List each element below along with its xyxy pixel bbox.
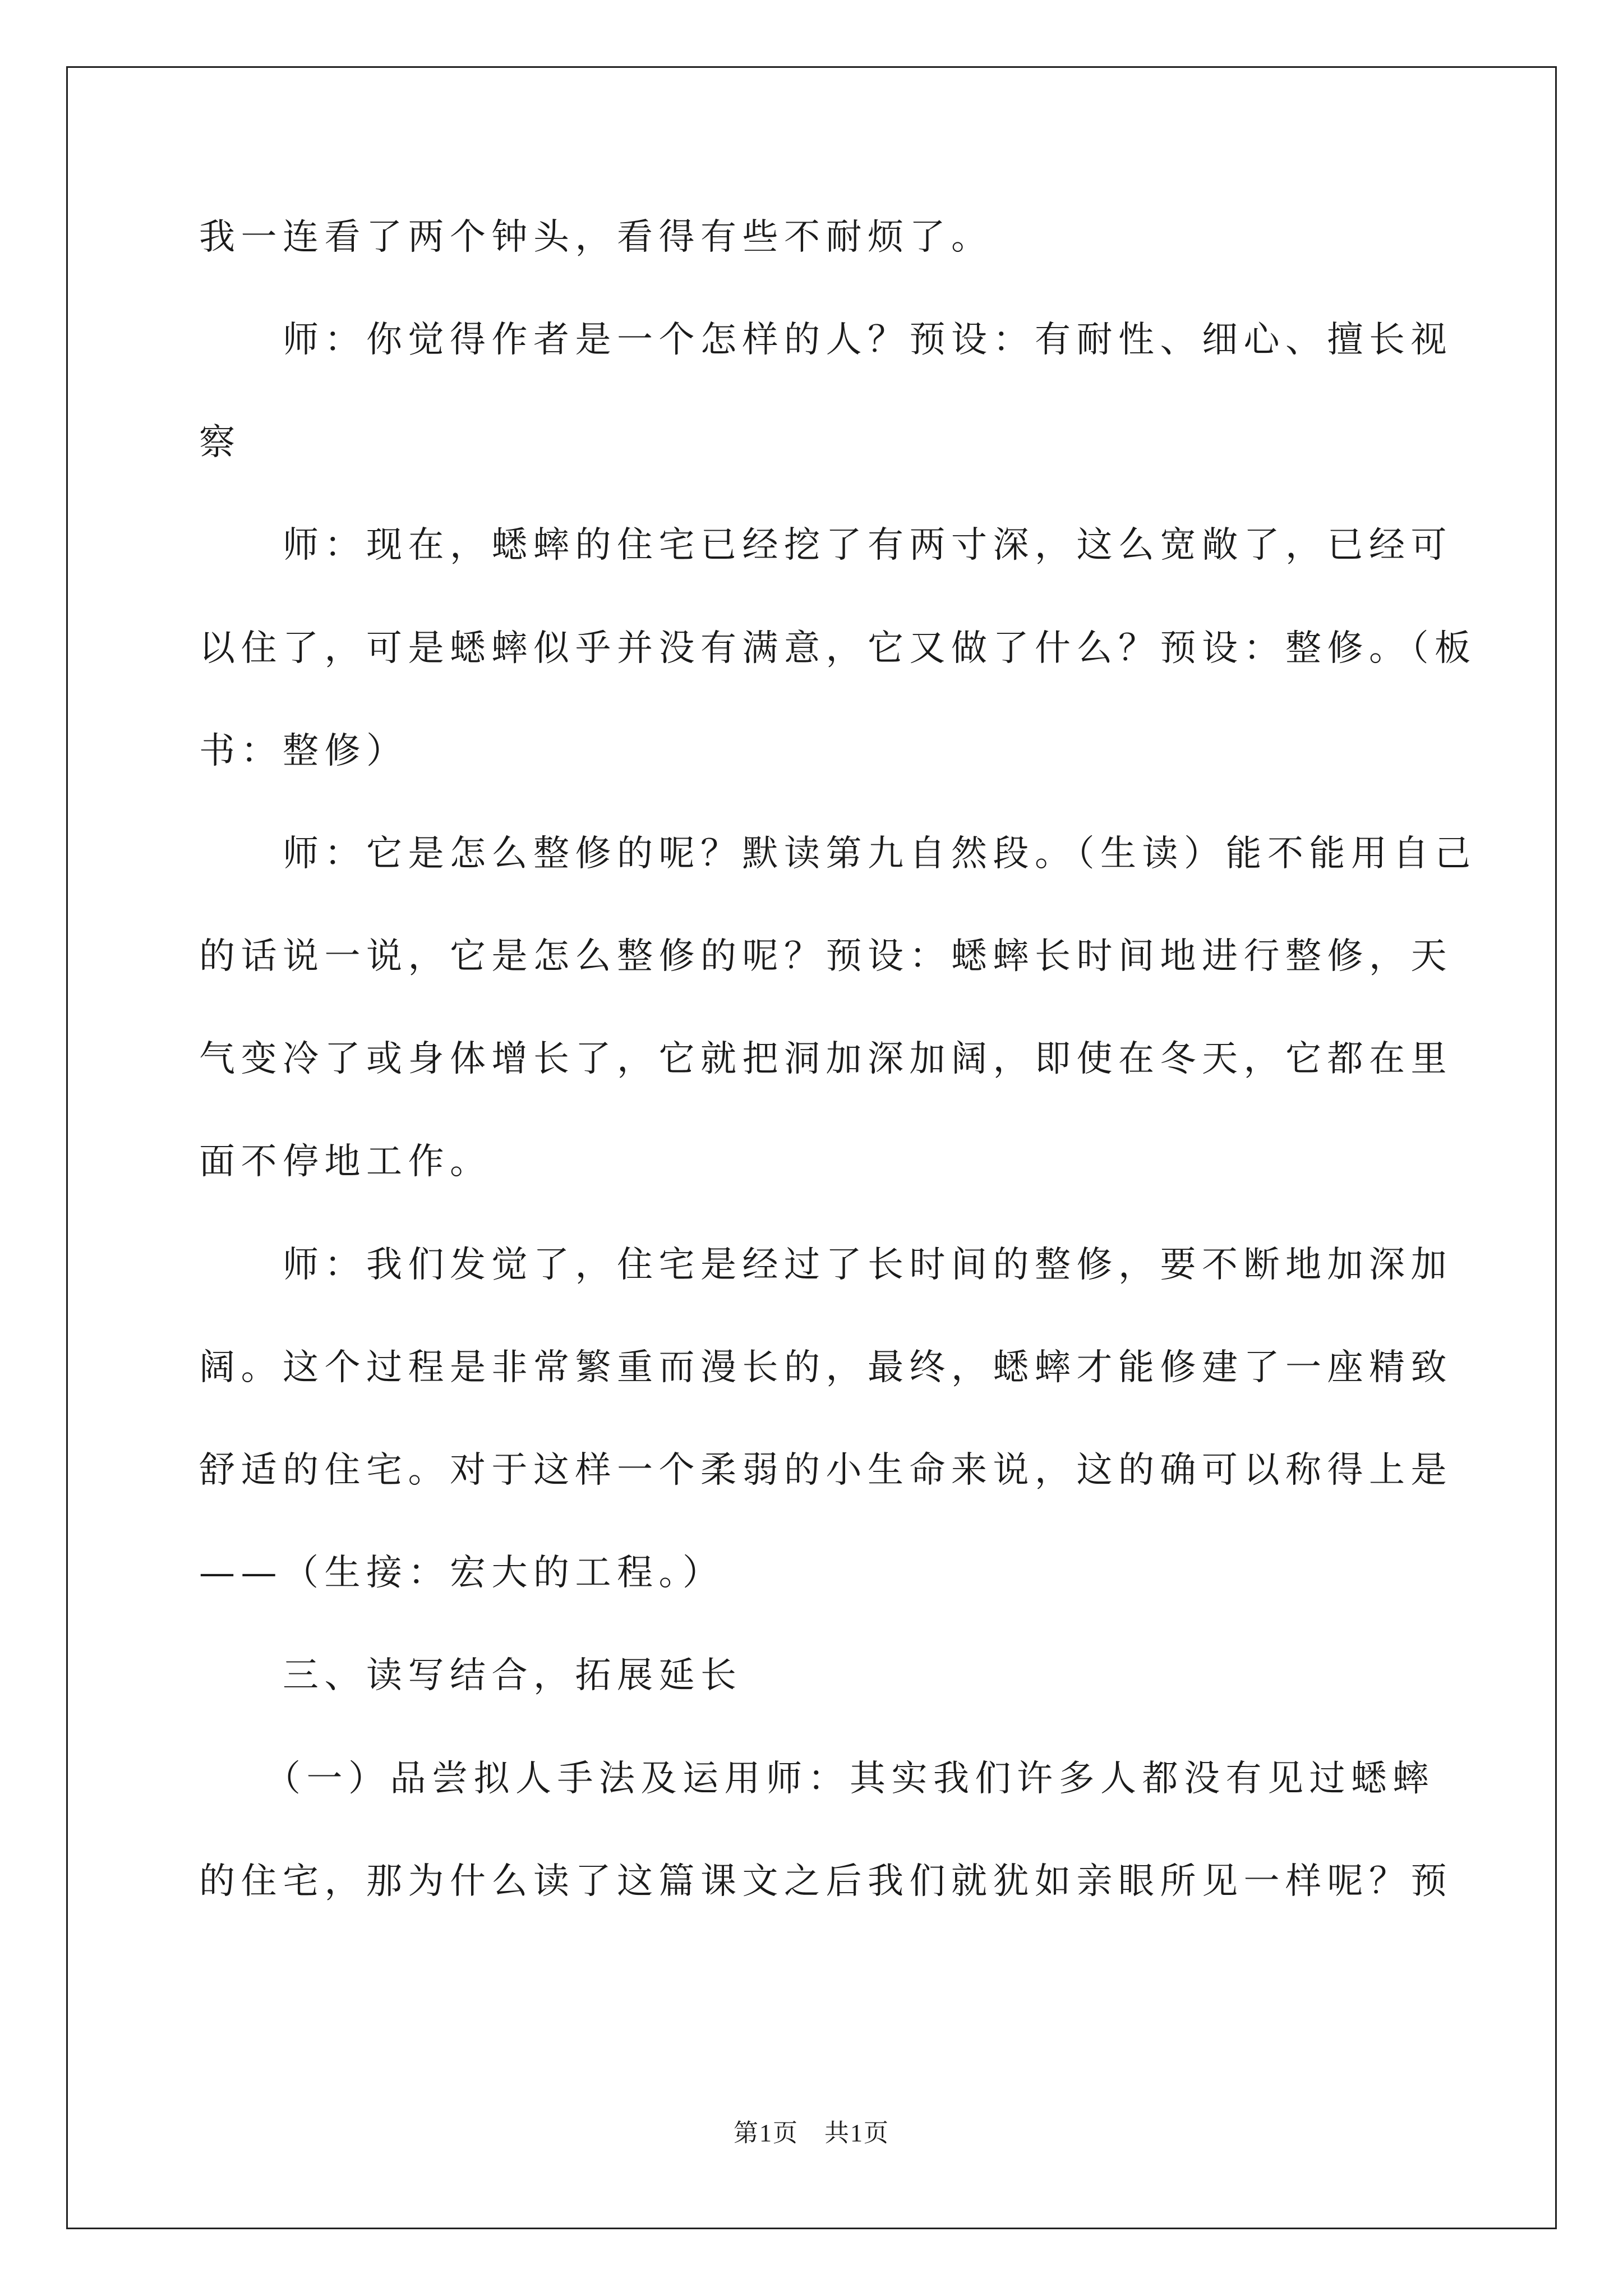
text-line: 三、读写结合，拓展延长 (199, 1655, 743, 1696)
text-line: 察 (199, 422, 241, 463)
text-line: 以住了，可是蟋蟀似乎并没有满意，它又做了什么？预设：整修。（板 (199, 628, 1477, 669)
text-line: 书：整修） (199, 730, 408, 772)
page-number-footer: 第1页 共1页 (734, 2119, 889, 2147)
text-line: ——（生接：宏大的工程。） (199, 1552, 725, 1594)
text-line: 师：我们发觉了，住宅是经过了长时间的整修，要不断地加深加 (199, 1244, 1453, 1286)
text-line: （一）品尝拟人手法及运用师：其实我们许多人都没有见过蟋蟀 (199, 1758, 1435, 1800)
text-line: 师：你觉得作者是一个怎样的人？预设：有耐性、细心、擅长视 (199, 319, 1453, 361)
text-line: 舒适的住宅。对于这样一个柔弱的小生命来说，这的确可以称得上是 (199, 1450, 1453, 1491)
text-line: 的住宅，那为什么读了这篇课文之后我们就犹如亲眼所见一样呢？预 (199, 1861, 1453, 1902)
text-line: 师：它是怎么整修的呢？默读第九自然段。（生读）能不能用自己 (199, 833, 1477, 875)
text-line: 面不停地工作。 (199, 1141, 492, 1182)
text-line: 师：现在，蟋蟀的住宅已经挖了有两寸深，这么宽敞了，已经可 (199, 524, 1453, 566)
text-line: 气变冷了或身体增长了，它就把洞加深加阔，即使在冬天，它都在里 (199, 1038, 1453, 1080)
text-line: 的话说一说，它是怎么整修的呢？预设：蟋蟀长时间地进行整修，天 (199, 936, 1453, 977)
text-line: 我一连看了两个钟头，看得有些不耐烦了。 (199, 217, 993, 258)
text-line: 阔。这个过程是非常繁重而漫长的，最终，蟋蟀才能修建了一座精致 (199, 1347, 1453, 1388)
